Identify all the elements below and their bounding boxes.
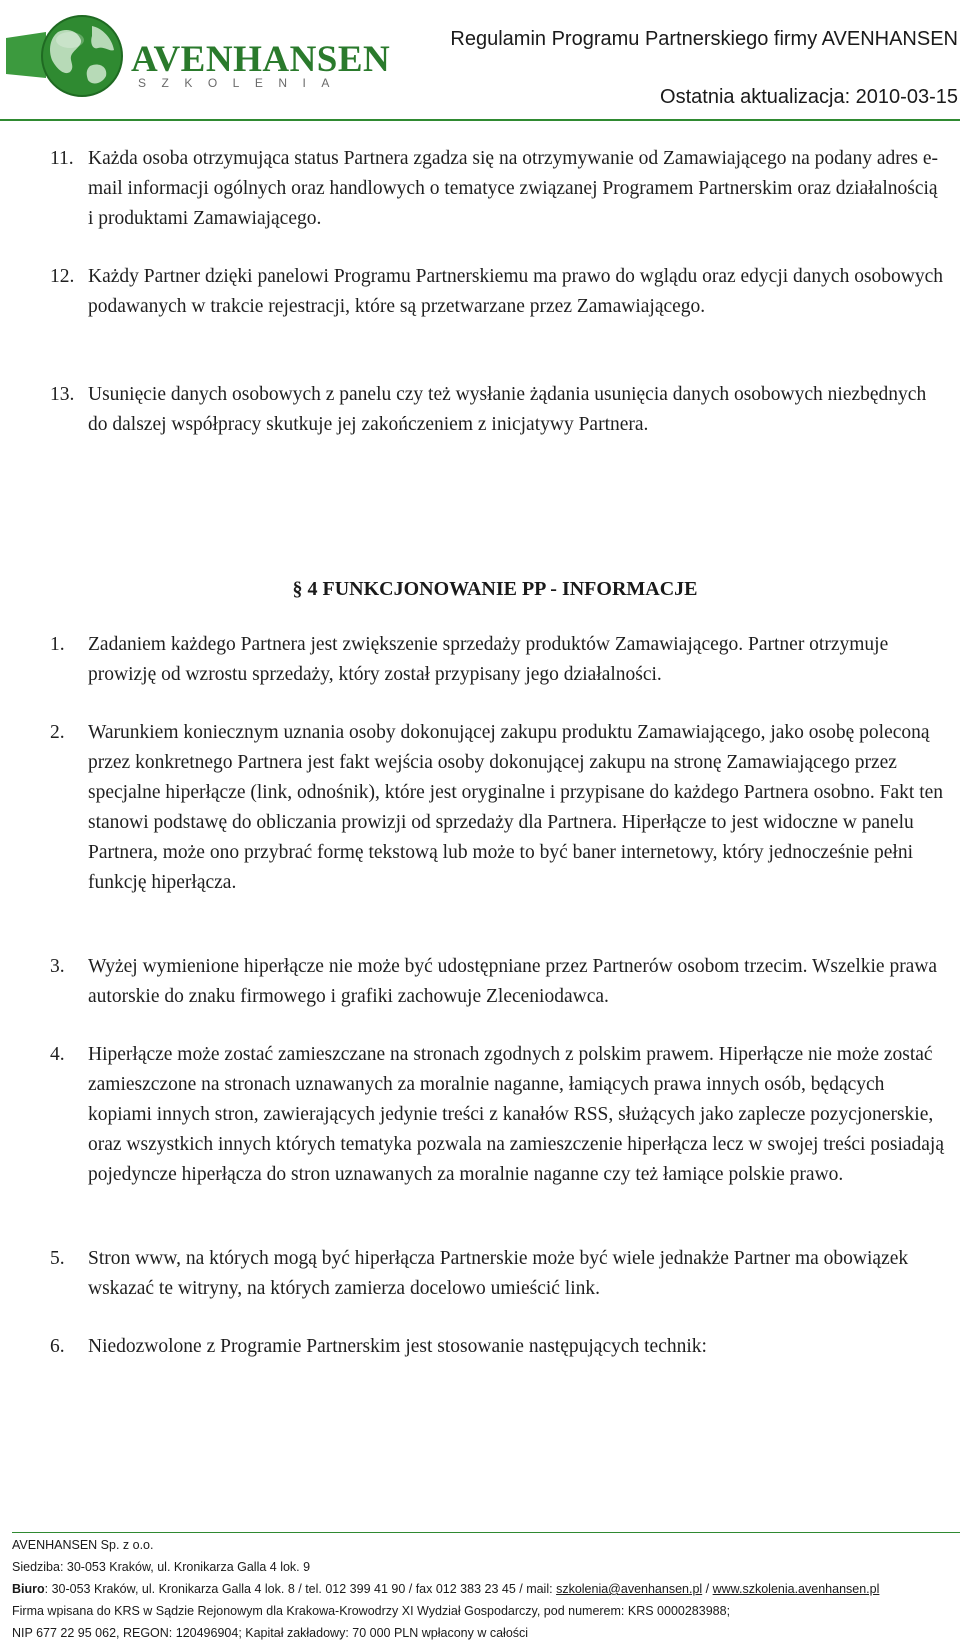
list-item bbox=[50, 1244, 945, 1304]
item-text: Każda osoba otrzymująca status Partnera zgadza się na otrzymywanie od Zamawiającego na podany adres e-mail informacji ogólnych oraz handlowych o tematyce związanej Programem Partnerskim oraz działalnością i produktami Zamawiającego. bbox=[88, 148, 939, 229]
list-item bbox=[50, 952, 945, 1012]
item-number: 6. bbox=[50, 1336, 65, 1357]
document-title: Regulamin Programu Partnerskiego firmy AVENHANSEN bbox=[450, 28, 958, 50]
item-text: Zadaniem każdego Partnera jest zwiększenie sprzedaży produktów Zamawiającego. Partner otrzymuje prowizję od wzrostu sprzedaży, który został przypisany jego działalności. bbox=[88, 634, 889, 685]
item-number: 11. bbox=[50, 148, 74, 169]
globe-icon bbox=[6, 10, 136, 100]
office-text: : 30-053 Kraków, ul. Kronikarza Galla 4 lok. 8 / tel. 012 399 41 90 / fax 012 383 23 45 / mail: bbox=[44, 1582, 557, 1596]
footer-seat: Siedziba: 30-053 Kraków, ul. Kronikarza Galla 4 lok. 9 bbox=[12, 1560, 311, 1574]
page-footer bbox=[12, 1534, 960, 1644]
website-link[interactable]: www.szkolenia.avenhansen.pl bbox=[712, 1582, 880, 1596]
list-item bbox=[50, 144, 945, 234]
item-number: 5. bbox=[50, 1248, 65, 1269]
footer-krs: Firma wpisana do KRS w Sądzie Rejonowym dla Krakowa-Krowodrzy XI Wydział Gospodarczy, pod numerem: KRS 0000283988; bbox=[12, 1604, 731, 1618]
item-text: Wyżej wymienione hiperłącze nie może być udostępniane przez Partnerów osobom trzecim. Wszelkie prawa autorskie do znaku firmowego i grafiki zachowuje Zleceniodawca. bbox=[88, 956, 938, 1007]
company-logo bbox=[6, 10, 391, 100]
list-item bbox=[50, 262, 945, 322]
logo-subtitle: SZKOLENIA bbox=[138, 76, 345, 90]
footer-office bbox=[12, 1578, 960, 1600]
item-number: 1. bbox=[50, 634, 65, 655]
item-text: Stron www, na których mogą być hiperłącza Partnerskie może być wiele jednakże Partner ma obowiązek wskazać te witryny, na których zamierza docelowo umieścić link. bbox=[88, 1248, 909, 1299]
footer-company: AVENHANSEN Sp. z o.o. bbox=[12, 1538, 154, 1552]
section-heading bbox=[0, 574, 960, 604]
item-number: 4. bbox=[50, 1044, 65, 1065]
logo-name: AVENHANSEN bbox=[131, 39, 391, 80]
email-link[interactable]: szkolenia@avenhansen.pl bbox=[556, 1582, 703, 1596]
item-text: Warunkiem koniecznym uznania osoby dokonującej zakupu produktu Zamawiającego, jako osobę poleconą przez konkretnego Partnera jest fakt wejścia osoby dokonującej zakupu na stronę Zamawiającego przez specjalne hiperłącze (link, odnośnik), które jest oryginalne i przypisane do każdego Partnera osobno. Fakt ten stanowi podstawę do obliczania prowizji od sprzedaży dla Partnera. Hiperłącze to jest widoczne w panelu Partnera, może ono przybrać formę tekstową lub może to być baner internetowy, który jednocześnie pełni funkcję hiperłącza. bbox=[88, 722, 944, 893]
link-separator: / bbox=[702, 1582, 713, 1596]
list-item bbox=[50, 1332, 945, 1362]
item-number: 13. bbox=[50, 384, 75, 405]
list-item bbox=[50, 380, 945, 440]
office-label: Biuro bbox=[12, 1582, 45, 1596]
list-item bbox=[50, 630, 945, 690]
item-number: 3. bbox=[50, 956, 65, 977]
page-header bbox=[0, 0, 960, 120]
header-divider bbox=[0, 119, 960, 121]
footer-nip: NIP 677 22 95 062, REGON: 120496904; Kapitał zakładowy: 70 000 PLN wpłacony w całości bbox=[12, 1626, 529, 1640]
footer-divider bbox=[12, 1532, 960, 1533]
item-text: Każdy Partner dzięki panelowi Programu Partnerskiemu ma prawo do wglądu oraz edycji danych osobowych podawanych w trakcie rejestracji, które są przetwarzane przez Zamawiającego. bbox=[88, 266, 944, 317]
item-text: Niedozwolone z Programie Partnerskim jest stosowanie następujących technik: bbox=[88, 1336, 707, 1357]
item-text: Usunięcie danych osobowych z panelu czy też wysłanie żądania usunięcia danych osobowych niezbędnych do dalszej współpracy skutkuje jej zakończeniem z inicjatywy Partnera. bbox=[88, 384, 927, 435]
list-item bbox=[50, 1040, 945, 1190]
item-number: 2. bbox=[50, 722, 65, 743]
section-4-heading: § 4 FUNKCJONOWANIE PP - INFORMACJE bbox=[292, 578, 698, 600]
item-number: 12. bbox=[50, 266, 75, 287]
list-item bbox=[50, 718, 945, 898]
item-text: Hiperłącze może zostać zamieszczane na stronach zgodnych z polskim prawem. Hiperłącze nie może zostać zamieszczone na stronach uznawanych za moralnie naganne, łamiących prawa innych osób, będących kopiami innych stron, zawierających jedynie treści z kanałów RSS, służących jako zaplecze pozycjonerskie, oraz wszystkich innych których tematyka pozwala na zamieszczenie hiperłącza lecz w swojej treści posiadają pojedyncze hiperłącza do stron uznawanych za moralnie naganne czy też łamiące polskie prawo. bbox=[88, 1044, 944, 1185]
last-updated: Ostatnia aktualizacja: 2010-03-15 bbox=[660, 86, 958, 108]
